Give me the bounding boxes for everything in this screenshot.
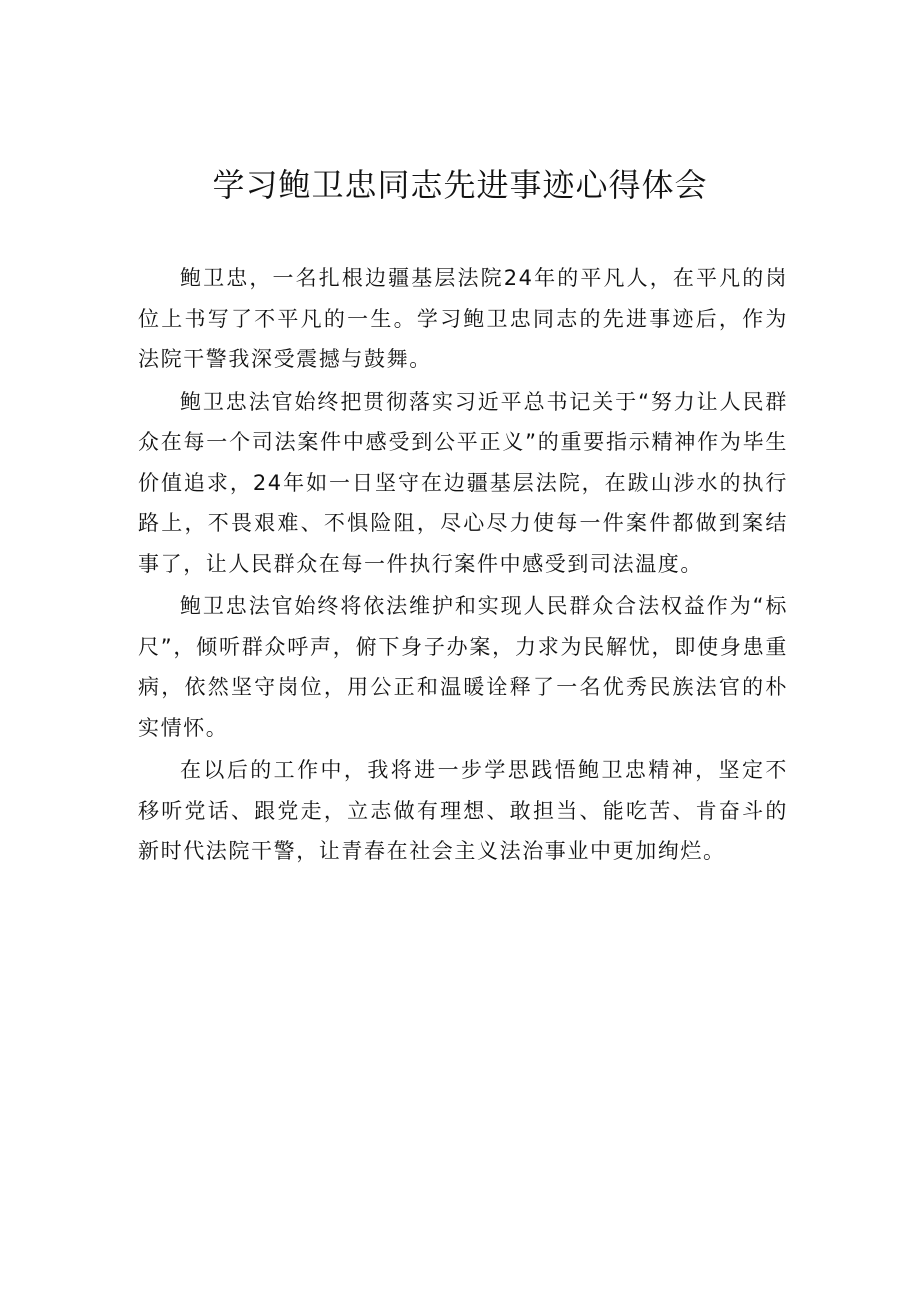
paragraph-4: 在以后的工作中，我将进一步学思践悟鲍卫忠精神，坚定不移听党话、跟党走，立志做有理想、敢担当、能吃苦、肯奋斗的新时代法院干警，让青春在社会主义法治事业中更加绚烂。 [138, 758, 788, 863]
paragraph-2: 鲍卫忠法官始终把贯彻落实习近平总书记关于“努力让人民群众在每一个司法案件中感受到公平正义”的重要指示精神作为毕生价值追求，24年如一日坚守在边疆基层法院，在跋山涉水的执行路上，不畏艰难、不惧险阻，尽心尽力使每一件案件都做到案结事了，让人民群众在每一件执行案件中感受到司法温度。 [138, 389, 788, 576]
paragraph-3: 鲍卫忠法官始终将依法维护和实现人民群众合法权益作为“标尺”，倾听群众呼声，俯下身子办案，力求为民解忧，即使身患重病，依然坚守岗位，用公正和温暖诠释了一名优秀民族法官的朴实情怀。 [138, 594, 788, 740]
document-title: 学习鲍卫忠同志先进事迹心得体会 [212, 166, 708, 204]
document-body [138, 258, 788, 874]
paragraph-1: 鲍卫忠，一名扎根边疆基层法院24年的平凡人，在平凡的岗位上书写了不平凡的一生。学习鲍卫忠同志的先进事迹后，作为法院干警我深受震撼与鼓舞。 [138, 266, 788, 371]
